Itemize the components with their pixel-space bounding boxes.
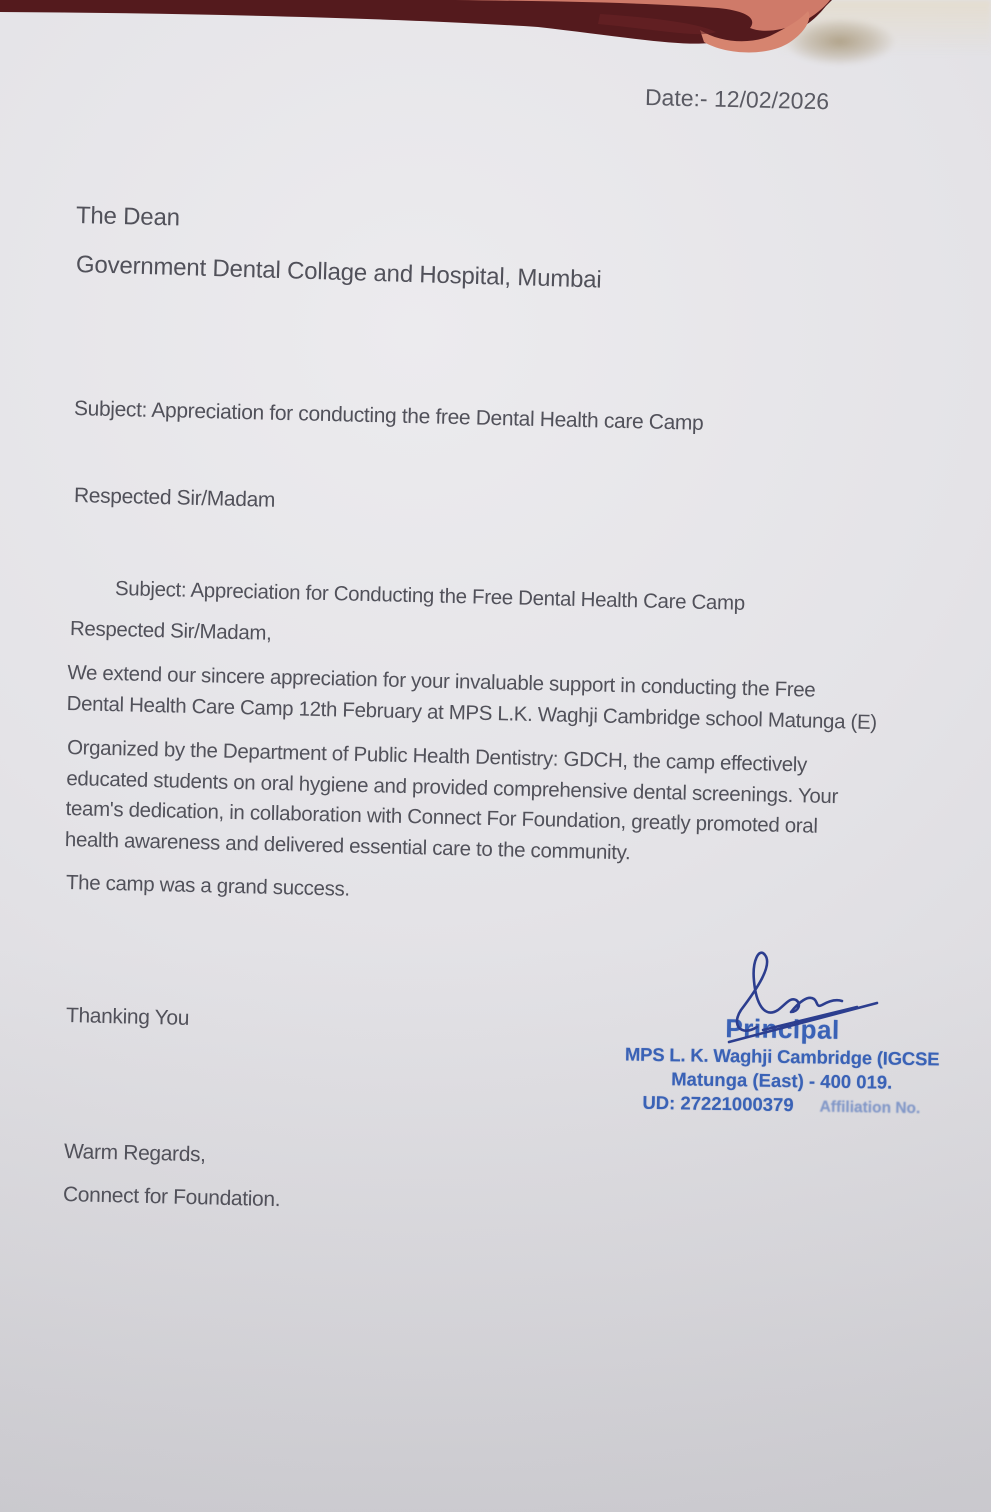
paragraph-details <box>65 733 839 873</box>
subject-line-inner: Subject: Appreciation for Conducting the Free Dental Health Care Camp <box>114 577 746 615</box>
paragraph-line: Dental Health Care Camp 12th February at MPS L.K. Waghji Cambridge school Matunga (E) <box>66 691 878 734</box>
red-folder-edge <box>0 0 991 130</box>
salutation: Respected Sir/Madam <box>73 484 276 512</box>
recipient-title: The Dean <box>75 202 181 232</box>
paragraph-appreciation <box>66 658 878 738</box>
date-line: Date:- 12/02/2026 <box>644 84 830 115</box>
sender-line: Connect for Foundation. <box>62 1183 281 1212</box>
closing-line: Warm Regards, <box>63 1140 206 1167</box>
paragraph-line: educated students on oral hygiene and provided comprehensive dental screenings. Your <box>66 766 839 808</box>
stamp-address: Matunga (East) - 400 019. <box>671 1068 893 1093</box>
paragraph-line: Organized by the Department of Public Health Dentistry: GDCH, the camp effectively <box>66 736 808 777</box>
thanking-line: Thanking You <box>65 1004 190 1030</box>
subject-line: Subject: Appreciation for conducting the free Dental Health care Camp <box>73 397 704 435</box>
stamp-school-name: MPS L. K. Waghji Cambridge (IGCSE <box>624 1043 940 1070</box>
stamp-affiliation: Affiliation No. <box>819 1098 921 1118</box>
paragraph-success: The camp was a grand success. <box>65 871 351 901</box>
principal-signature <box>705 943 895 1053</box>
paragraph-line: team's dedication, in collaboration with Connect For Foundation, greatly promoted oral <box>65 796 818 838</box>
recipient-institution: Government Dental Collage and Hospital, Mumbai <box>75 251 602 294</box>
stamp-title: Principal <box>725 1013 840 1045</box>
stamp-ud-number: UD: 27221000379 <box>642 1091 794 1116</box>
salutation-inner: Respected Sir/Madam, <box>69 617 272 645</box>
paragraph-line: We extend our sincere appreciation for your invaluable support in conducting the Free <box>67 661 816 702</box>
paragraph-line: health awareness and delivered essential care to the community. <box>64 827 631 864</box>
